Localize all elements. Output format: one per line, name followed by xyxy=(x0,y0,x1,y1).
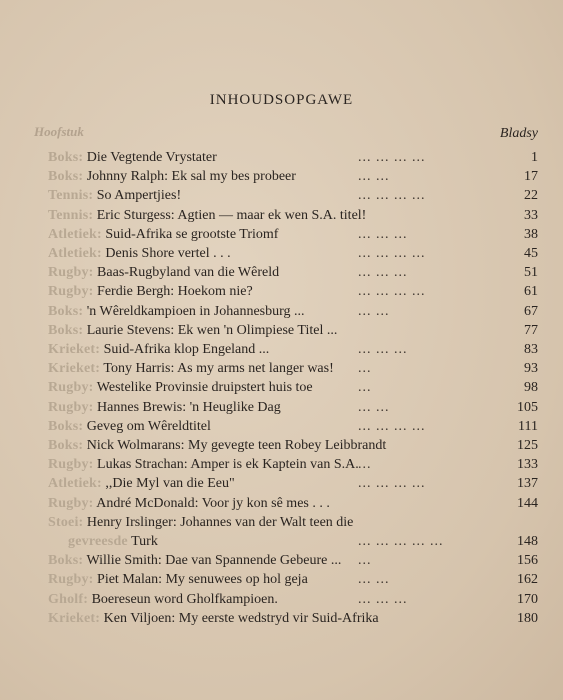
leader-dots: ... ... ... ... ... xyxy=(358,533,444,549)
entry-page-number: 137 xyxy=(517,476,538,492)
entry-page-number: 148 xyxy=(517,533,538,549)
entry-category: Stoei: xyxy=(48,514,84,530)
toc-entry xyxy=(48,551,538,570)
entry-page-number: 61 xyxy=(524,284,538,300)
entry-page-number: 17 xyxy=(524,169,538,185)
toc-entry xyxy=(48,570,538,589)
entry-page-number: 22 xyxy=(524,188,538,204)
toc-entry xyxy=(48,398,538,417)
entry-page-number: 162 xyxy=(517,572,538,588)
entry-category: Krieket: xyxy=(48,342,101,357)
entry-page-number: 156 xyxy=(517,553,538,569)
toc-entry xyxy=(48,206,538,225)
entry-title: Nick Wolmarans: My gevegte teen Robey Leibbrandt xyxy=(86,438,387,453)
entry-category: Tennis: xyxy=(48,207,94,223)
entry-title: Suid-Afrika klop Engeland ... xyxy=(103,342,270,357)
leader-dots: ... ... ... xyxy=(358,591,408,607)
entry-title: Westelike Provinsie druipstert huis toe xyxy=(96,380,313,396)
entry-page-number: 111 xyxy=(518,418,538,434)
entry-page-number: 67 xyxy=(524,303,538,319)
entry-title: Baas-Rugbyland van die Wêreld xyxy=(97,265,280,281)
toc-entry xyxy=(48,494,538,513)
entry-title: 'n Wêreldkampioen in Johannesburg ... xyxy=(86,303,305,319)
toc-entry xyxy=(48,340,538,359)
entry-title: Piet Malan: My senuwees op hol geja xyxy=(97,572,308,588)
leader-dots: ... ... ... ... xyxy=(358,188,426,204)
entry-page-number: 38 xyxy=(524,226,538,242)
entry-category: Rugby: xyxy=(48,399,94,415)
entry-page-number: 51 xyxy=(524,265,538,281)
entry-title: Eric Sturgess: Agtien — maar ek wen S.A. titel! xyxy=(96,207,367,223)
leader-dots: ... ... ... xyxy=(358,342,408,357)
entry-title: Willie Smith: Dae van Spannende Gebeure ... xyxy=(86,553,342,569)
toc-entry xyxy=(48,302,538,321)
entry-title: Denis Shore vertel . . . xyxy=(105,246,231,261)
entry-page-number: 93 xyxy=(524,361,538,377)
toc-entry xyxy=(48,378,538,397)
leader-dots: ... ... ... ... xyxy=(358,284,426,300)
page-title: INHOUDSOPGAWE xyxy=(209,92,354,108)
entry-page-number: 98 xyxy=(524,380,538,396)
entry-category: Rugby: xyxy=(48,284,94,300)
entry-title: Geveg om Wêreldtitel xyxy=(86,418,211,434)
toc-entry xyxy=(48,148,538,167)
entry-page-number: 170 xyxy=(517,591,538,607)
toc-entry xyxy=(48,609,538,628)
entry-category: Boks: xyxy=(48,169,84,185)
entry-page-number: 33 xyxy=(524,207,538,223)
entry-title-line2: Turk xyxy=(131,533,158,549)
toc-entry xyxy=(48,417,538,436)
toc-entry xyxy=(48,167,538,186)
page-column-header: Bladsy xyxy=(499,126,538,141)
leader-dots: ... ... ... ... xyxy=(358,150,426,165)
entry-category: Gholf: xyxy=(48,591,89,607)
entry-category: Boks: xyxy=(48,303,84,319)
entry-category-continued: gevreesde xyxy=(68,533,128,549)
entry-title: Lukas Strachan: Amper is ek Kaptein van S.A. xyxy=(97,457,359,473)
entry-category: Rugby: xyxy=(48,572,94,588)
entry-category: Boks: xyxy=(48,418,84,434)
toc-entry xyxy=(48,282,538,301)
toc-entry xyxy=(48,244,538,263)
chapter-column-header: Hoofstuk xyxy=(34,124,84,139)
entry-page-number: 83 xyxy=(524,342,538,357)
toc-entry xyxy=(48,321,538,340)
entry-title: Suid-Afrika se grootste Triomf xyxy=(105,226,279,242)
leader-dots: ... ... xyxy=(358,399,390,415)
leader-dots: ... ... ... xyxy=(358,226,408,242)
toc-entry xyxy=(48,436,538,455)
leader-dots: ... xyxy=(358,380,372,396)
entry-category: Boks: xyxy=(48,150,84,165)
entry-title: Hannes Brewis: 'n Heuglike Dag xyxy=(97,399,281,415)
leader-dots: ... xyxy=(358,361,372,377)
entry-category: Atletiek: xyxy=(48,226,102,242)
entry-category: Rugby: xyxy=(48,265,94,281)
entry-title-continued xyxy=(68,532,158,551)
leader-dots: ... ... ... ... xyxy=(358,418,426,434)
entry-category: Boks: xyxy=(48,553,84,569)
leader-dots: ... ... xyxy=(358,303,390,319)
leader-dots: ... xyxy=(358,457,372,473)
entry-title: Tony Harris: As my arms net langer was! xyxy=(103,361,334,377)
entry-page-number: 144 xyxy=(517,495,538,511)
entry-page-number: 45 xyxy=(524,246,538,261)
leader-dots: ... ... xyxy=(358,572,390,588)
entry-category: Tennis: xyxy=(48,188,94,204)
entry-title: Johnny Ralph: Ek sal my bes probeer xyxy=(86,169,296,185)
entry-category: Atletiek: xyxy=(48,476,102,492)
entry-page-number: 105 xyxy=(517,399,538,415)
entry-category: Atletiek: xyxy=(48,246,102,261)
leader-dots: ... ... ... xyxy=(358,265,408,281)
entry-category: Rugby: xyxy=(48,457,94,473)
entry-title: Ferdie Bergh: Hoekom nie? xyxy=(97,284,253,300)
entry-category: Rugby: xyxy=(48,495,94,511)
toc-entry xyxy=(48,186,538,205)
leader-dots: ... ... ... ... xyxy=(358,476,426,492)
leader-dots: ... xyxy=(358,553,372,569)
entry-title: So Ampertjies! xyxy=(96,188,182,204)
entry-title: Ken Viljoen: My eerste wedstryd vir Suid-Afrika xyxy=(103,610,379,626)
entry-category: Boks: xyxy=(48,322,84,338)
leader-dots: ... ... xyxy=(358,169,390,185)
entry-category: Rugby: xyxy=(48,380,94,396)
toc-entry xyxy=(48,263,538,282)
toc-entry xyxy=(48,455,538,474)
toc-entry xyxy=(48,474,538,493)
entry-category: Boks: xyxy=(48,438,84,453)
entry-page-number: 77 xyxy=(524,322,538,338)
entry-category: Krieket: xyxy=(48,361,101,377)
toc-entry xyxy=(48,359,538,378)
toc-entry xyxy=(48,225,538,244)
entry-title: ,,Die Myl van die Eeu" xyxy=(105,476,235,492)
entry-title: Die Vegtende Vrystater xyxy=(86,150,217,165)
entry-title: Boereseun word Gholfkampioen. xyxy=(91,591,278,607)
entry-title: André McDonald: Voor jy kon sê mes . . . xyxy=(96,495,330,511)
toc-entry xyxy=(48,590,538,609)
entry-title: Henry Irslinger: Johannes van der Walt teen die xyxy=(86,514,354,530)
entry-page-number: 1 xyxy=(531,150,538,165)
entry-page-number: 180 xyxy=(517,610,538,626)
leader-dots: ... ... ... ... xyxy=(358,246,426,261)
entry-category: Krieket: xyxy=(48,610,101,626)
entry-page-number: 125 xyxy=(517,438,538,453)
entry-title: Laurie Stevens: Ek wen 'n Olimpiese Titel ... xyxy=(86,322,338,338)
entry-page-number: 133 xyxy=(517,457,538,473)
toc-entry xyxy=(48,513,538,551)
